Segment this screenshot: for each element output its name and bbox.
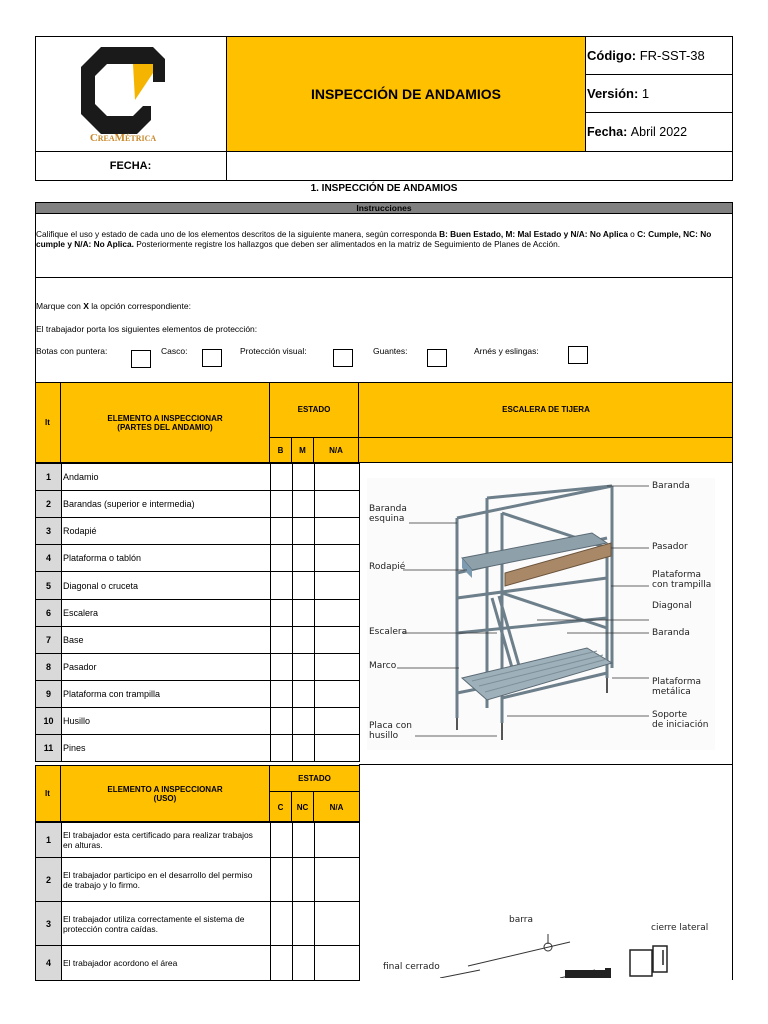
diagram-label-marco: Marco [369, 661, 397, 671]
checkbox-m[interactable] [292, 680, 315, 708]
instructions-text [36, 229, 732, 249]
checkbox-m[interactable] [292, 653, 315, 681]
ppe-guantes-label: Guantes: [373, 346, 408, 356]
fecha-doc-label: Fecha: [587, 125, 628, 139]
row-label: Escalera [61, 599, 271, 627]
row-number: 1 [35, 463, 62, 491]
instr-text-3: Posteriormente registre los hallazgos que deben ser alimentados en la matriz de Seguimiento de Planes de Acción. [133, 239, 561, 249]
table2-sub-c-text: C [277, 802, 284, 812]
document-title: INSPECCIÓN DE ANDAMIOS [310, 86, 502, 102]
row-number: 8 [35, 653, 62, 681]
checkbox-m[interactable] [292, 599, 315, 627]
codigo-cell [586, 37, 733, 75]
table1-col-image [359, 382, 733, 438]
checkbox-na[interactable] [314, 857, 360, 902]
codigo-value: FR-SST-38 [639, 48, 705, 63]
checkbox-b[interactable] [270, 517, 293, 545]
checkbox-na[interactable] [314, 680, 360, 708]
row-number: 9 [35, 680, 62, 708]
row-number: 1 [35, 822, 62, 858]
checkbox-na[interactable] [314, 544, 360, 572]
instr-bold-1: B: Buen Estado, M: Mal Estado y N/A: No Aplica [439, 229, 628, 239]
ppe-arnes-checkbox[interactable] [568, 346, 588, 364]
row-number: 4 [35, 544, 62, 572]
table1-sub-b-text: B [277, 446, 284, 455]
row-label: Andamio [61, 463, 271, 491]
row-number: 5 [35, 571, 62, 600]
table2-col-estado-text: ESTADO [298, 773, 331, 783]
ppe-botas-label: Botas con puntera: [36, 346, 108, 356]
checkbox-b[interactable] [270, 653, 293, 681]
fecha-row-label-cell [35, 151, 227, 181]
diagram-label-diagonal: Diagonal [652, 601, 692, 611]
table1-col-it-text: It [45, 418, 50, 427]
version-value: 1 [641, 86, 650, 101]
checkbox-m[interactable] [292, 734, 315, 762]
checkbox-na[interactable] [314, 707, 360, 735]
table1-col-it [35, 382, 61, 463]
detail-label-cierre: cierre lateral [651, 923, 709, 933]
checkbox-nc[interactable] [292, 822, 315, 858]
checkbox-na[interactable] [314, 653, 360, 681]
row-number: 3 [35, 901, 62, 946]
diagram-label-rodapie: Rodapié [369, 562, 406, 572]
row-number: 7 [35, 626, 62, 654]
diagram-label-plataforma-metalica: Plataforma metálica [652, 677, 701, 697]
checkbox-na[interactable] [314, 463, 360, 491]
ppe-casco-label: Casco: [161, 346, 188, 356]
checkbox-na[interactable] [314, 626, 360, 654]
ppe-visual-checkbox[interactable] [333, 349, 353, 367]
row-label: Base [61, 626, 271, 654]
row-label: Pasador [61, 653, 271, 681]
checkbox-na[interactable] [314, 734, 360, 762]
marque-text-1: Marque con [36, 301, 84, 311]
section-title-text: 1. INSPECCIÓN DE ANDAMIOS [310, 182, 458, 194]
checkbox-nc[interactable] [292, 901, 315, 946]
diagram-label-pasador: Pasador [652, 542, 688, 552]
checkbox-m[interactable] [292, 463, 315, 491]
checkbox-b[interactable] [270, 544, 293, 572]
checkbox-na[interactable] [314, 571, 360, 600]
detail-label-final: final cerrado [383, 962, 440, 972]
diagram-label-soporte: Soporte de iniciación [652, 710, 709, 730]
row-label: Rodapié [61, 517, 271, 545]
marque-text-2: la opción correspondiente: [88, 301, 191, 311]
table2-sub-na [314, 792, 359, 822]
checkbox-c[interactable] [270, 822, 293, 858]
table1-sub-m [292, 438, 314, 463]
checkbox-nc[interactable] [292, 857, 315, 902]
row-label: Husillo [61, 707, 271, 735]
checkbox-b[interactable] [270, 571, 293, 600]
row-number: 6 [35, 599, 62, 627]
table1-sub-na [314, 438, 359, 463]
table2-sub-na-text: N/A [329, 802, 344, 812]
checkbox-b[interactable] [270, 734, 293, 762]
checkbox-m[interactable] [292, 517, 315, 545]
diagram-label-baranda-top: Baranda [652, 481, 690, 491]
version-label: Versión: [587, 86, 639, 101]
checkbox-na[interactable] [314, 490, 360, 518]
table1-sub-na-text: N/A [329, 446, 343, 455]
codigo-label: Código: [587, 48, 637, 63]
instructions-header-text: Instrucciones [356, 203, 412, 213]
checkbox-c[interactable] [270, 945, 293, 981]
ppe-botas-checkbox[interactable] [131, 350, 151, 368]
table2-sub-nc-text: NC [296, 802, 309, 812]
checkbox-na[interactable] [314, 901, 360, 946]
table1-col-elem-text: ELEMENTO A INSPECCIONAR (PARTES DEL ANDAMIO) [107, 413, 223, 432]
table1-col-estado [270, 382, 359, 438]
version-cell [586, 75, 733, 113]
table1-sub-b [270, 438, 292, 463]
row-number: 11 [35, 734, 62, 762]
checkbox-m[interactable] [292, 544, 315, 572]
checkbox-nc[interactable] [292, 945, 315, 981]
section-title [35, 181, 733, 195]
checkbox-m[interactable] [292, 571, 315, 600]
row-number: 2 [35, 490, 62, 518]
diagram-label-plataforma-trampilla: Plataforma con trampilla [652, 570, 712, 590]
table1-col-estado-text: ESTADO [297, 405, 331, 414]
row-label: El trabajador participo en el desarrollo del permiso de trabajo y lo firmo. [61, 857, 271, 902]
marque-x: X [83, 301, 89, 311]
row-label: El trabajador utiliza correctamente el sistema de protección contra caídas. [61, 901, 271, 946]
row-label: El trabajador acordono el área [61, 945, 271, 981]
checkbox-b[interactable] [270, 680, 293, 708]
table2-col-it [35, 765, 61, 822]
table2-sub-nc [292, 792, 314, 822]
fecha-doc-value: Abril 2022 [630, 125, 688, 139]
fecha-doc-cell [586, 113, 733, 151]
row-label: Diagonal o cruceta [61, 571, 271, 600]
marque-text [36, 301, 191, 311]
table2-col-elem [61, 765, 270, 822]
row-label: Barandas (superior e intermedia) [61, 490, 271, 518]
checkbox-na[interactable] [314, 517, 360, 545]
table2-col-elem-text: ELEMENTO A INSPECCIONAR (USO) [107, 784, 223, 803]
fecha-input-field[interactable] [228, 152, 732, 180]
checkbox-b[interactable] [270, 599, 293, 627]
diagram-label-baranda-mid: Baranda [652, 628, 690, 638]
table1-col-image-text: ESCALERA DE TIJERA [502, 405, 590, 414]
checkbox-c[interactable] [270, 857, 293, 902]
diagram-label-escalera: Escalera [369, 627, 408, 637]
table1-col-elem [61, 382, 270, 463]
table2-col-it-text: It [45, 789, 50, 798]
checkbox-b[interactable] [270, 707, 293, 735]
row-label: El trabajador esta certificado para realizar trabajos en alturas. [61, 822, 271, 858]
porta-text: El trabajador porta los siguientes elementos de protección: [36, 324, 258, 334]
fecha-row-label: FECHA: [109, 160, 152, 172]
checkbox-na[interactable] [314, 945, 360, 981]
checkbox-b[interactable] [270, 463, 293, 491]
title-cell [227, 37, 586, 151]
instr-bold-2: C: Cumple, NC: No cumple y N/A: No Aplica. [36, 229, 712, 249]
checkbox-na[interactable] [314, 599, 360, 627]
row-number: 3 [35, 517, 62, 545]
checkbox-m[interactable] [292, 490, 315, 518]
row-number: 2 [35, 857, 62, 902]
row-label: Plataforma con trampilla [61, 680, 271, 708]
checkbox-na[interactable] [314, 822, 360, 858]
checkbox-m[interactable] [292, 626, 315, 654]
row-label: Pines [61, 734, 271, 762]
table2-col-estado [270, 765, 359, 792]
creametrica-logo [73, 42, 173, 142]
instructions-header [35, 202, 733, 214]
table1-sub-m-text: M [299, 446, 306, 455]
row-number: 10 [35, 707, 62, 735]
detail-label-barra: barra [509, 915, 533, 925]
checkbox-m[interactable] [292, 707, 315, 735]
row-label: Plataforma o tablón [61, 544, 271, 572]
instr-text-1: Califique el uso y estado de cada uno de los elementos descritos de la siguiente manera, según corresponda [36, 229, 440, 239]
ppe-guantes-checkbox[interactable] [427, 349, 447, 367]
logo-cell [35, 36, 227, 151]
checkbox-b[interactable] [270, 626, 293, 654]
diagram-label-baranda-esquina: Baranda esquina [369, 504, 407, 524]
ppe-visual-label: Protección visual: [240, 346, 307, 356]
instr-text-2: o [627, 229, 638, 239]
logo-text: CreaMétrica [89, 132, 157, 144]
checkbox-b[interactable] [270, 490, 293, 518]
diagram-label-placa: Placa con husillo [369, 721, 412, 741]
row-number: 4 [35, 945, 62, 981]
table2-sub-c [270, 792, 292, 822]
checkbox-c[interactable] [270, 901, 293, 946]
ppe-arnes-label: Arnés y eslingas: [474, 346, 539, 356]
ppe-casco-checkbox[interactable] [202, 349, 222, 367]
